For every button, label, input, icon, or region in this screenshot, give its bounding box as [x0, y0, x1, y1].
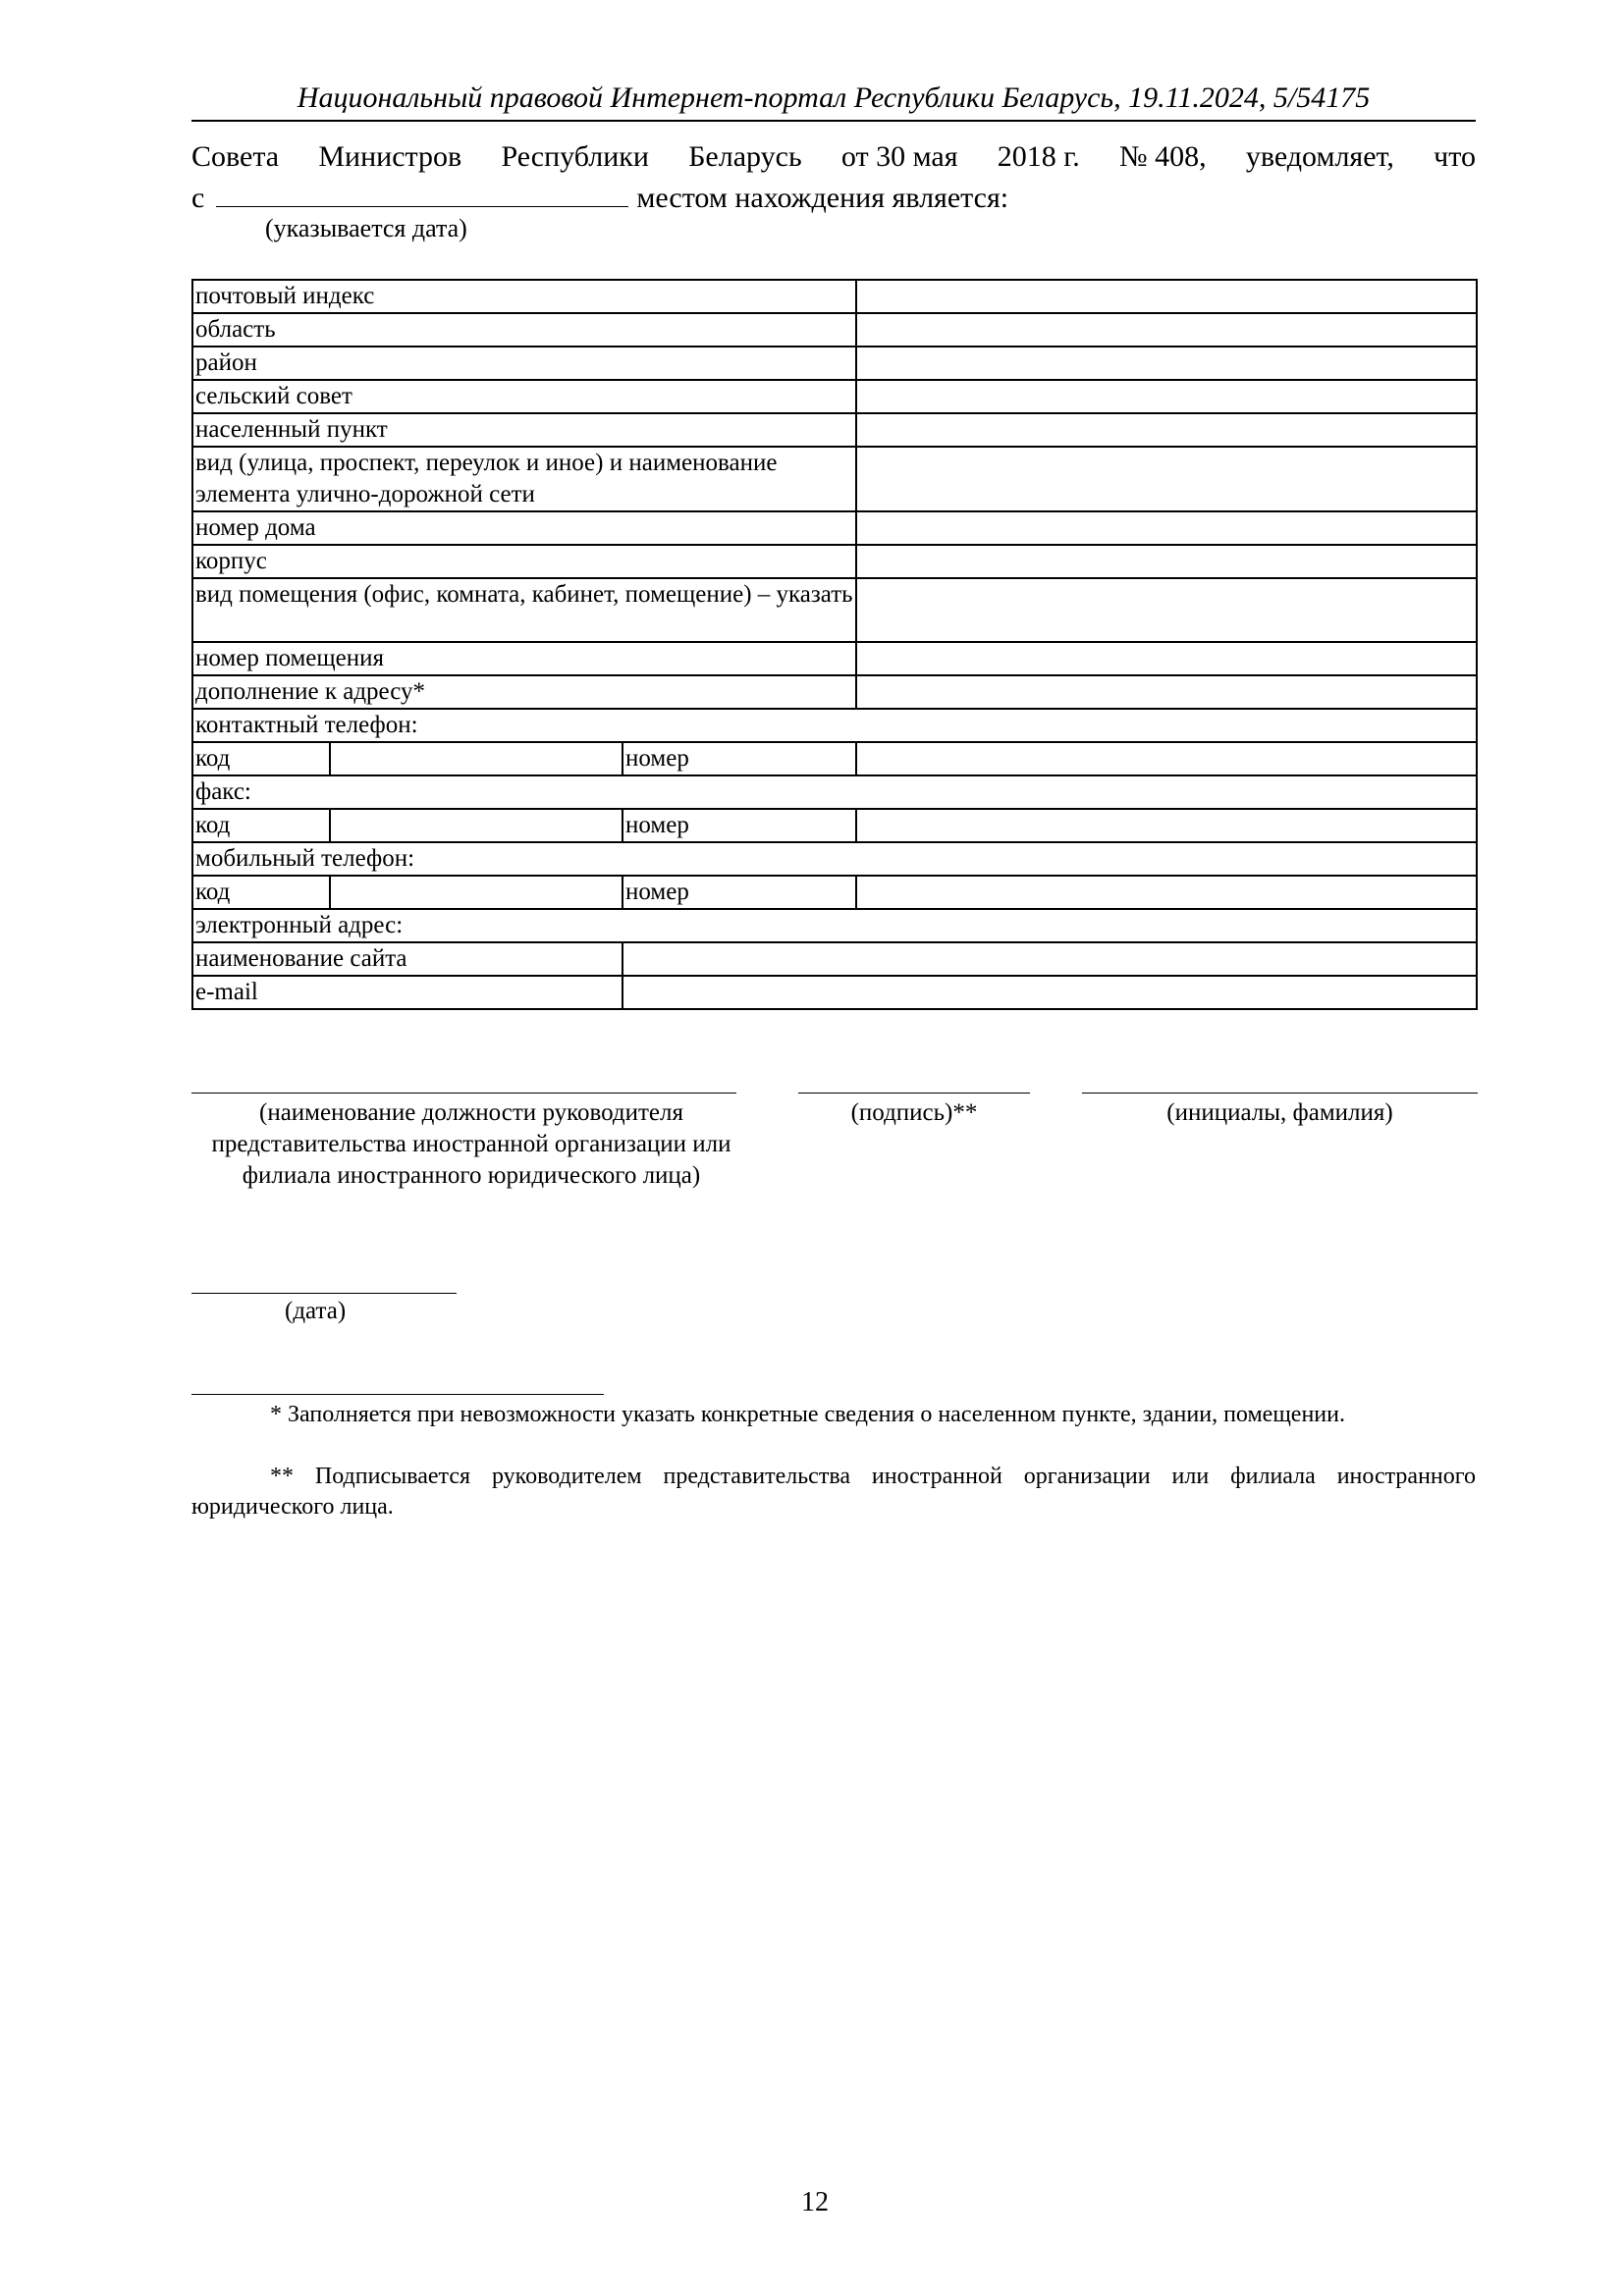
row-label: дополнение к адресу* [192, 675, 856, 709]
premises-number-field[interactable] [856, 642, 1477, 675]
date-caption: (указывается дата) [265, 214, 467, 242]
table-row [192, 842, 1477, 876]
intro-prefix: с [191, 182, 205, 214]
table-row [192, 809, 1477, 842]
row-label: e-mail [192, 976, 623, 1009]
number-label: номер [623, 876, 856, 909]
fax-number-field[interactable] [856, 809, 1477, 842]
table-row [192, 380, 1477, 413]
phone-code-field[interactable] [330, 742, 623, 775]
section-label: контактный телефон: [192, 709, 1477, 742]
intro-word: Республики [501, 140, 649, 173]
page-header: Национальный правовой Интернет-портал Республики Беларусь, 19.11.2024, 5/54175 [191, 79, 1476, 122]
phone-number-field[interactable] [856, 742, 1477, 775]
page-number: 12 [801, 2187, 829, 2217]
region-field[interactable] [856, 313, 1477, 347]
name-caption: (инициалы, фамилия) [1166, 1099, 1393, 1126]
table-row [192, 775, 1477, 809]
row-label: вид помещения (офис, комната, кабинет, помещение) – указать [192, 578, 856, 642]
footnote-separator [191, 1394, 604, 1395]
email-field[interactable] [623, 976, 1477, 1009]
row-label: почтовый индекс [192, 280, 856, 313]
intro-word: что [1434, 140, 1476, 173]
number-label: номер [623, 809, 856, 842]
table-row [192, 413, 1477, 447]
date-signature-line[interactable] [191, 1293, 457, 1294]
position-caption: (наименование должности руководителя представительства иностранной организации или филиала иностранного юридического лица) [211, 1099, 731, 1189]
table-row [192, 347, 1477, 380]
row-label: район [192, 347, 856, 380]
table-row [192, 545, 1477, 578]
street-field[interactable] [856, 447, 1477, 511]
fax-code-field[interactable] [330, 809, 623, 842]
code-label: код [192, 742, 330, 775]
section-label: мобильный телефон: [192, 842, 1477, 876]
address-form-table [191, 279, 1478, 1010]
table-row [192, 511, 1477, 545]
row-label: номер помещения [192, 642, 856, 675]
intro-word: 2018 г. [997, 140, 1080, 173]
mobile-number-field[interactable] [856, 876, 1477, 909]
name-signature-line[interactable] [1082, 1093, 1478, 1094]
postal-index-field[interactable] [856, 280, 1477, 313]
number-label: номер [623, 742, 856, 775]
mobile-code-field[interactable] [330, 876, 623, 909]
row-label: корпус [192, 545, 856, 578]
signature-line[interactable] [798, 1093, 1030, 1094]
row-label: вид (улица, проспект, переулок и иное) и наименование элемента улично-дорожной сети [192, 447, 856, 511]
row-label: населенный пункт [192, 413, 856, 447]
section-label: факс: [192, 775, 1477, 809]
intro-word: № 408, [1118, 140, 1207, 173]
table-row [192, 642, 1477, 675]
table-row [192, 909, 1477, 942]
date-blank-field[interactable] [216, 177, 628, 207]
building-field[interactable] [856, 545, 1477, 578]
row-label: наименование сайта [192, 942, 623, 976]
footnote-1: * Заполняется при невозможности указать конкретные сведения о населенном пункте, здании, помещении. [270, 1402, 1345, 1427]
site-name-field[interactable] [623, 942, 1477, 976]
table-row [192, 280, 1477, 313]
row-label: область [192, 313, 856, 347]
position-signature-line[interactable] [191, 1093, 736, 1094]
code-label: код [192, 809, 330, 842]
premises-type-field[interactable] [856, 578, 1477, 642]
section-label: электронный адрес: [192, 909, 1477, 942]
address-addition-field[interactable] [856, 675, 1477, 709]
footnote-2: ** Подписывается руководителем представительства иностранной организации или филиала иностранного юридического лица. [191, 1464, 1476, 1520]
intro-word: от 30 мая [840, 140, 958, 173]
intro-suffix: местом нахождения является: [636, 182, 1009, 214]
table-row [192, 578, 1477, 642]
table-row [192, 313, 1477, 347]
row-label: номер дома [192, 511, 856, 545]
intro-word: Беларусь [688, 140, 802, 173]
locality-field[interactable] [856, 413, 1477, 447]
table-row [192, 675, 1477, 709]
intro-line-1 [191, 137, 1476, 177]
village-council-field[interactable] [856, 380, 1477, 413]
intro-word: уведомляет, [1245, 140, 1394, 173]
table-row [192, 709, 1477, 742]
intro-word: Министров [318, 140, 462, 173]
table-row [192, 742, 1477, 775]
intro-word: Совета [191, 140, 280, 173]
table-row [192, 876, 1477, 909]
intro-paragraph [191, 137, 1476, 218]
house-number-field[interactable] [856, 511, 1477, 545]
date-label: (дата) [285, 1298, 347, 1324]
table-row [192, 976, 1477, 1009]
district-field[interactable] [856, 347, 1477, 380]
table-row [192, 942, 1477, 976]
intro-line-2 [191, 177, 1476, 218]
signature-caption: (подпись)** [850, 1099, 978, 1126]
table-row [192, 447, 1477, 511]
row-label: сельский совет [192, 380, 856, 413]
code-label: код [192, 876, 330, 909]
